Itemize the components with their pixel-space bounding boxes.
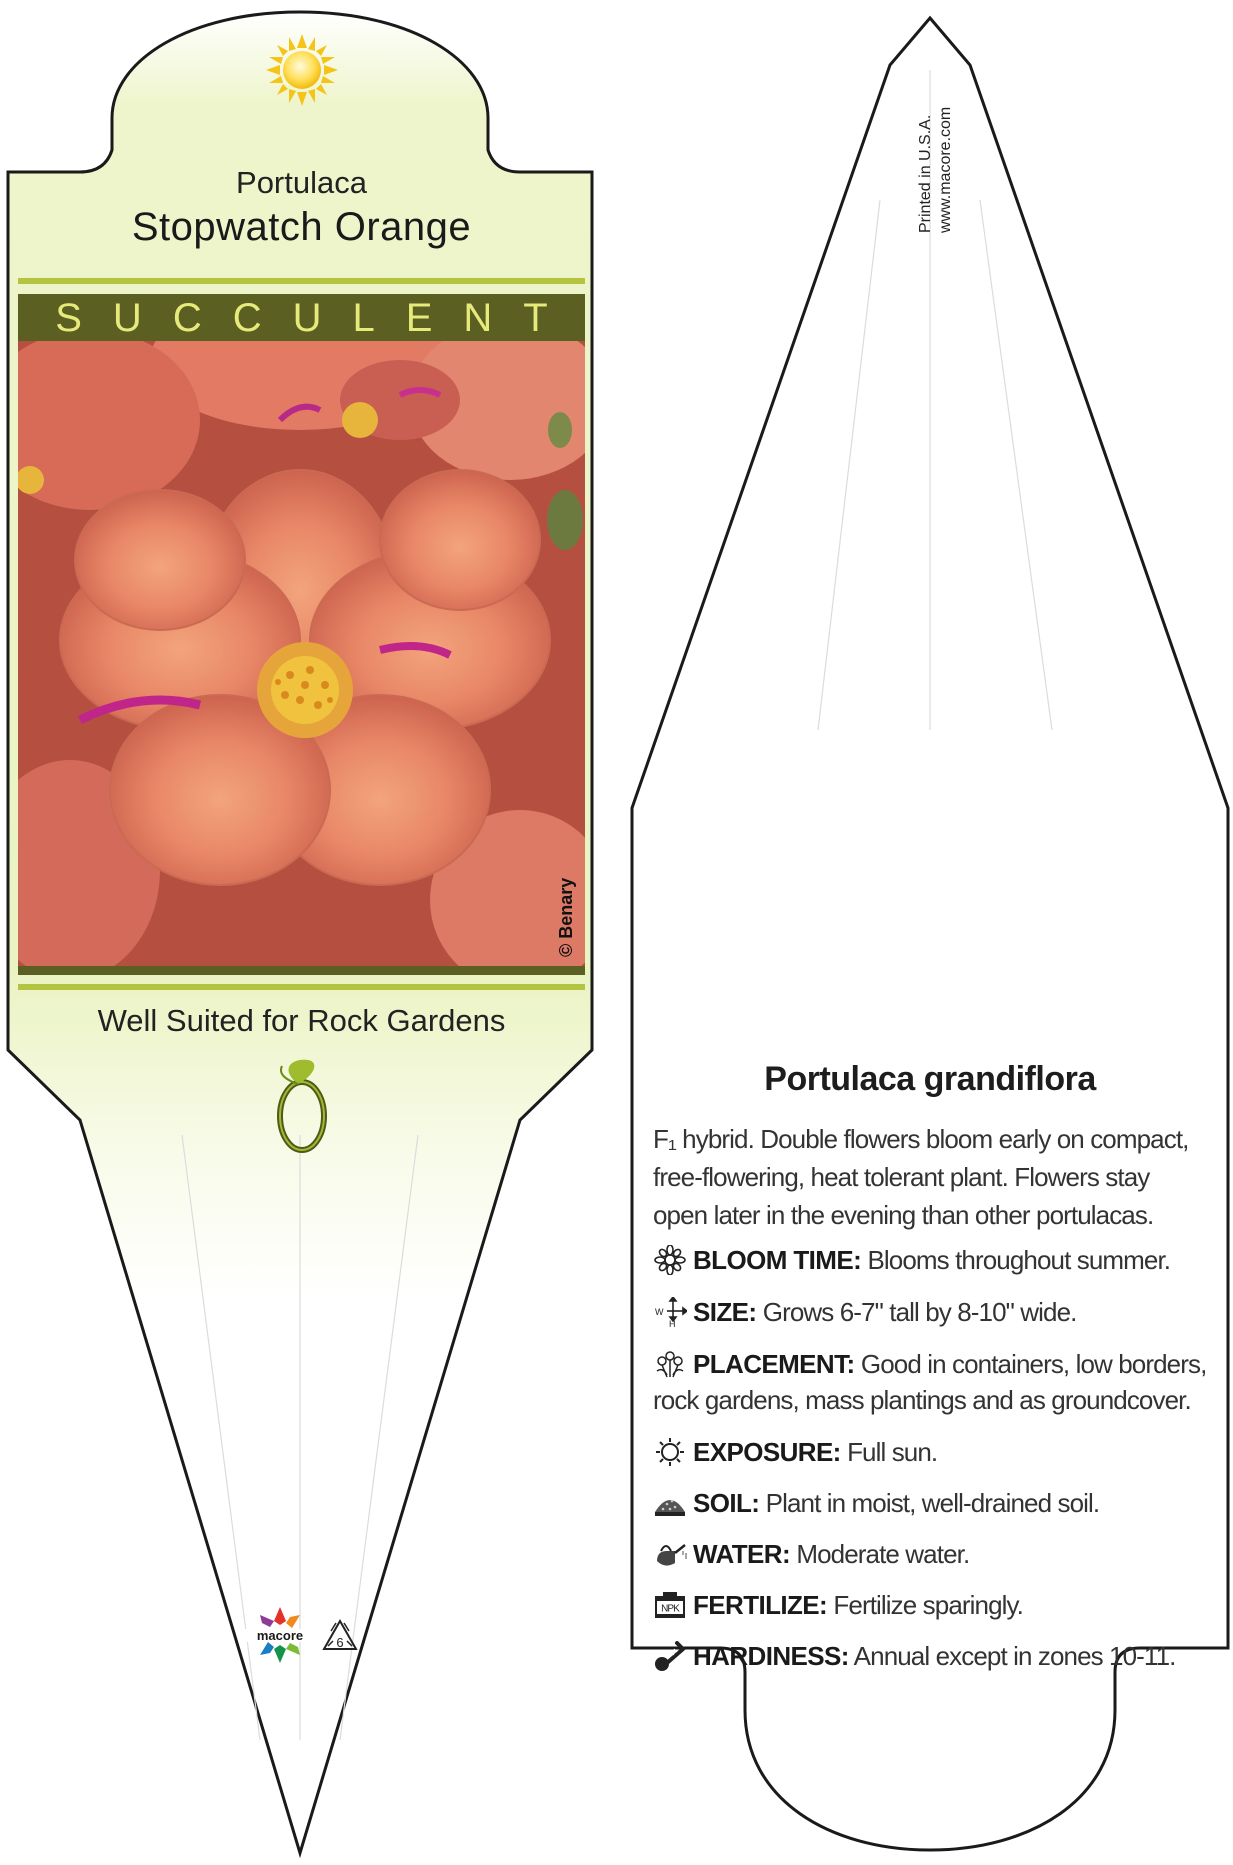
recycle-code: 6 — [336, 1635, 344, 1650]
care-soil: SOIL: Plant in moist, well-drained soil. — [653, 1485, 1213, 1521]
botanical-name: Portulaca grandiflora — [764, 1060, 1096, 1098]
svg-text:NPK: NPK — [661, 1603, 679, 1615]
thermometer-icon — [653, 1641, 687, 1671]
svg-text:W: W — [655, 1307, 663, 1317]
care-size: W H SIZE: Grows 6-7" tall by 8-10" wide. — [655, 1297, 1077, 1327]
watering-can-icon — [653, 1539, 687, 1569]
printed-in: Printed in U.S.A. — [917, 114, 934, 233]
description: F₁ hybrid. Double flowers bloom early on compact, free-flowering, heat tolerant plant. Flowers stay open later in the evening than other portulacas. — [653, 1124, 1189, 1230]
tagline: Well Suited for Rock Gardens — [97, 1003, 506, 1038]
care-water: WATER: Moderate water. — [653, 1536, 1213, 1572]
category-label: SUCCULENT — [55, 296, 579, 340]
placement-icon — [653, 1349, 687, 1379]
care-hardiness: HARDINESS: Annual except in zones 10-11. — [653, 1638, 1213, 1674]
care-fertilize: NPK FERTILIZE: Fertilize sparingly. — [653, 1587, 1213, 1623]
care-bloom-time: BLOOM TIME: Blooms throughout summer. — [653, 1242, 1213, 1278]
macore-brand: macore — [256, 1628, 304, 1643]
soil-icon — [653, 1488, 687, 1518]
care-placement: PLACEMENT: Good in containers, low borders, rock gardens, mass plantings and as groundcover. — [653, 1349, 1207, 1415]
flower-icon — [653, 1245, 687, 1275]
svg-text:H: H — [669, 1319, 675, 1327]
website: www.macore.com — [937, 106, 954, 233]
genus-name: Portulaca — [236, 165, 367, 200]
size-icon — [653, 1297, 687, 1327]
variety-name: Stopwatch Orange — [131, 205, 472, 249]
photo-credit: © Benary — [556, 877, 576, 957]
flower-photo — [0, 290, 610, 990]
care-exposure: EXPOSURE: Full sun. — [653, 1434, 1213, 1470]
npk-icon — [653, 1590, 687, 1620]
sun-exposure-icon — [653, 1437, 687, 1467]
